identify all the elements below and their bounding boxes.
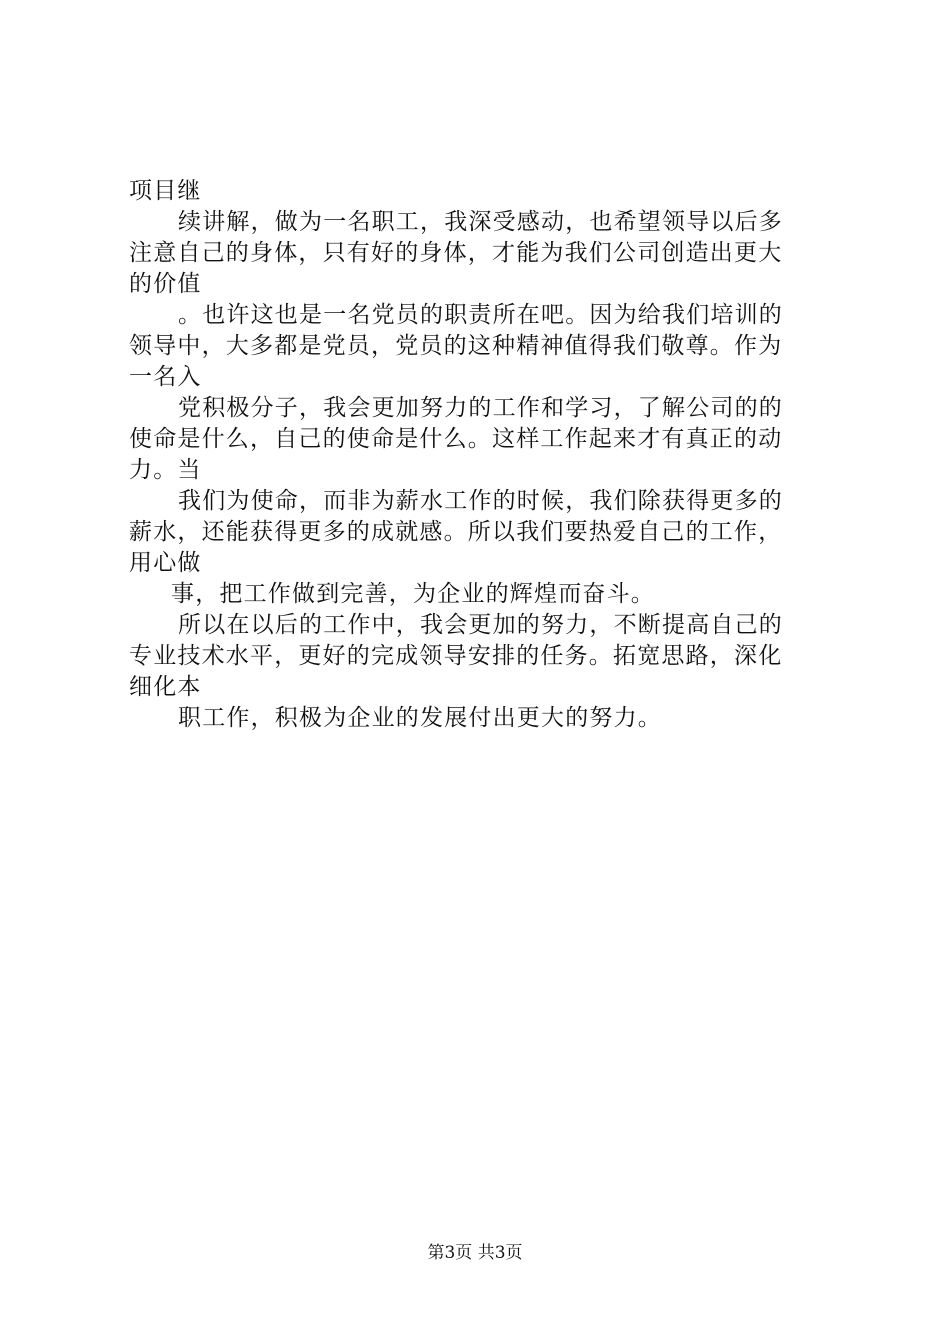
text-line: 职工作，积极为企业的发展付出更大的努力。 [178, 705, 662, 731]
page-number-label: 第3页 共3页 [427, 1243, 523, 1263]
text-line: 。也许这也是一名党员的职责所在吧。因为给我们培训的 [178, 302, 783, 328]
text-line: 党积极分子，我会更加努力的工作和学习，了解公司的的 [178, 395, 783, 421]
text-line: 事，把工作做到完善，为企业的辉煌而奋斗。 [171, 581, 655, 607]
text-line: 专业技术水平，更好的完成领导安排的任务。拓宽思路，深化 [129, 643, 783, 669]
document-body [129, 176, 833, 734]
text-line: 细化本 [129, 674, 202, 700]
text-line: 的价值 [129, 271, 202, 297]
text-line: 项目继 [129, 178, 202, 204]
text-line: 领导中，大多都是党员，党员的这种精神值得我们敬尊。作为 [129, 333, 783, 359]
text-line: 注意自己的身体，只有好的身体，才能为我们公司创造出更大 [129, 240, 783, 266]
text-line: 我们为使命，而非为薪水工作的时候，我们除获得更多的 [178, 488, 783, 514]
text-line: 一名入 [129, 364, 202, 390]
text-line: 力。当 [129, 457, 202, 483]
text-line: 用心做 [129, 550, 202, 576]
text-line: 续讲解，做为一名职工，我深受感动，也希望领导以后多 [178, 209, 783, 235]
page-footer [0, 1242, 950, 1264]
text-line: 所以在以后的工作中，我会更加的努力，不断提高自己的 [178, 612, 783, 638]
text-line: 薪水，还能获得更多的成就感。所以我们要热爱自己的工作， [129, 519, 783, 545]
text-line: 使命是什么，自己的使命是什么。这样工作起来才有真正的动 [129, 426, 783, 452]
